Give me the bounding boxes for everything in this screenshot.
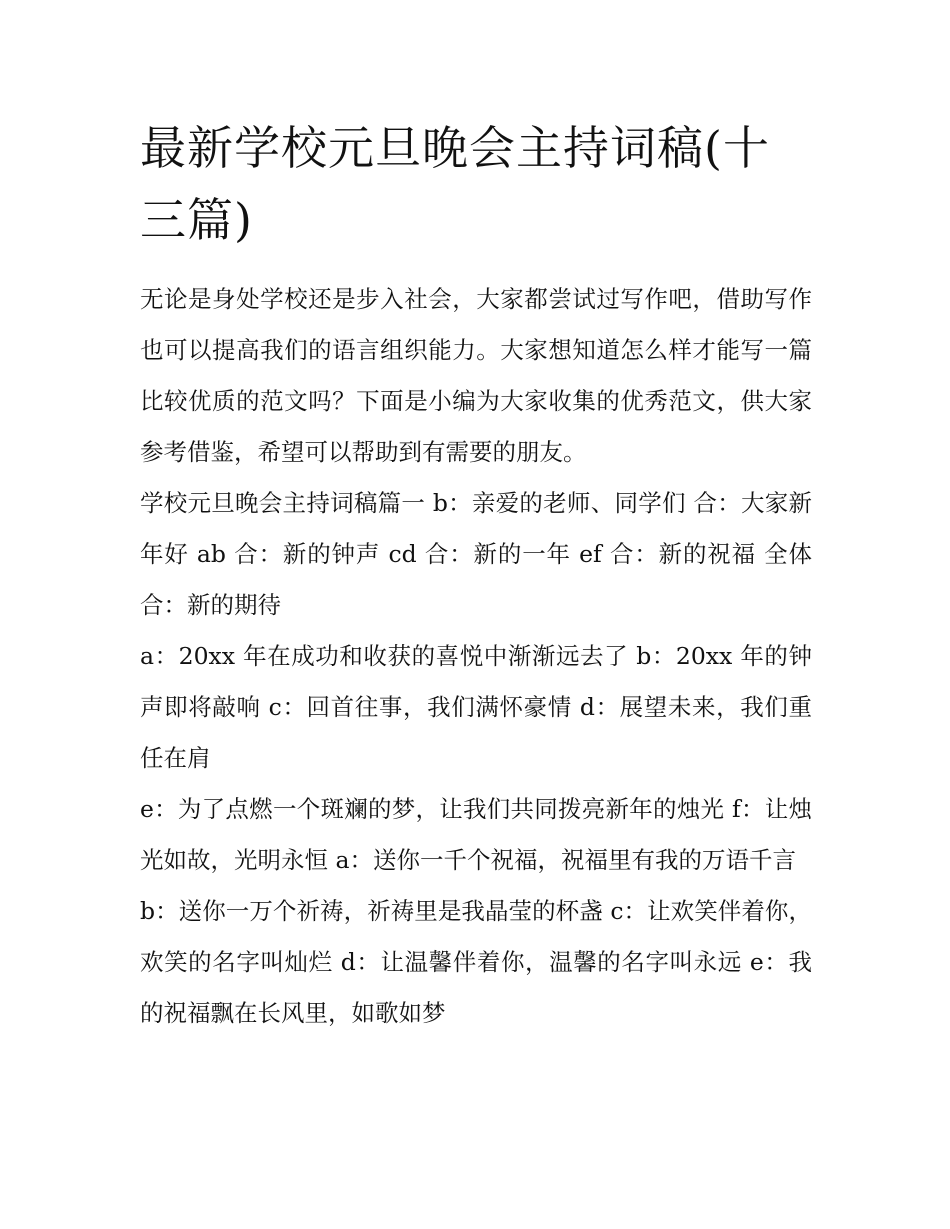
script-paragraph-4: b：送你一万个祈祷，祈祷里是我晶莹的杯盏 c：让欢笑伴着你，欢笑的名字叫灿烂 d：让温馨伴着你，温馨的名字叫永远 e：我的祝福飘在长风里，如歌如梦 [140, 897, 812, 1027]
script-paragraph-3: e：为了点燃一个斑斓的梦，让我们共同拨亮新年的烛光 f：让烛光如故，光明永恒 a：送你一千个祝福，祝福里有我的万语千言 [140, 795, 812, 874]
script-paragraph-1: 学校元旦晚会主持词稿篇一 b：亲爱的老师、同学们 合：大家新年好 ab 合：新的钟声 cd 合：新的一年 ef 合：新的祝福 全体合：新的期待 [140, 489, 812, 619]
script-paragraph-2: a：20xx 年在成功和收获的喜悦中渐渐远去了 b：20xx 年的钟声即将敲响 c：回首往事，我们满怀豪情 d：展望未来，我们重任在肩 [140, 642, 812, 772]
document-page [140, 112, 812, 1039]
intro-paragraph: 无论是身处学校还是步入社会，大家都尝试过写作吧，借助写作也可以提高我们的语言组织能力。大家想知道怎么样才能写一篇比较优质的范文吗？下面是小编为大家收集的优秀范文，供大家参考借鉴，希望可以帮助到有需要的朋友。 [140, 285, 812, 466]
document-title: 最新学校元旦晚会主持词稿(十三篇) [140, 121, 770, 247]
